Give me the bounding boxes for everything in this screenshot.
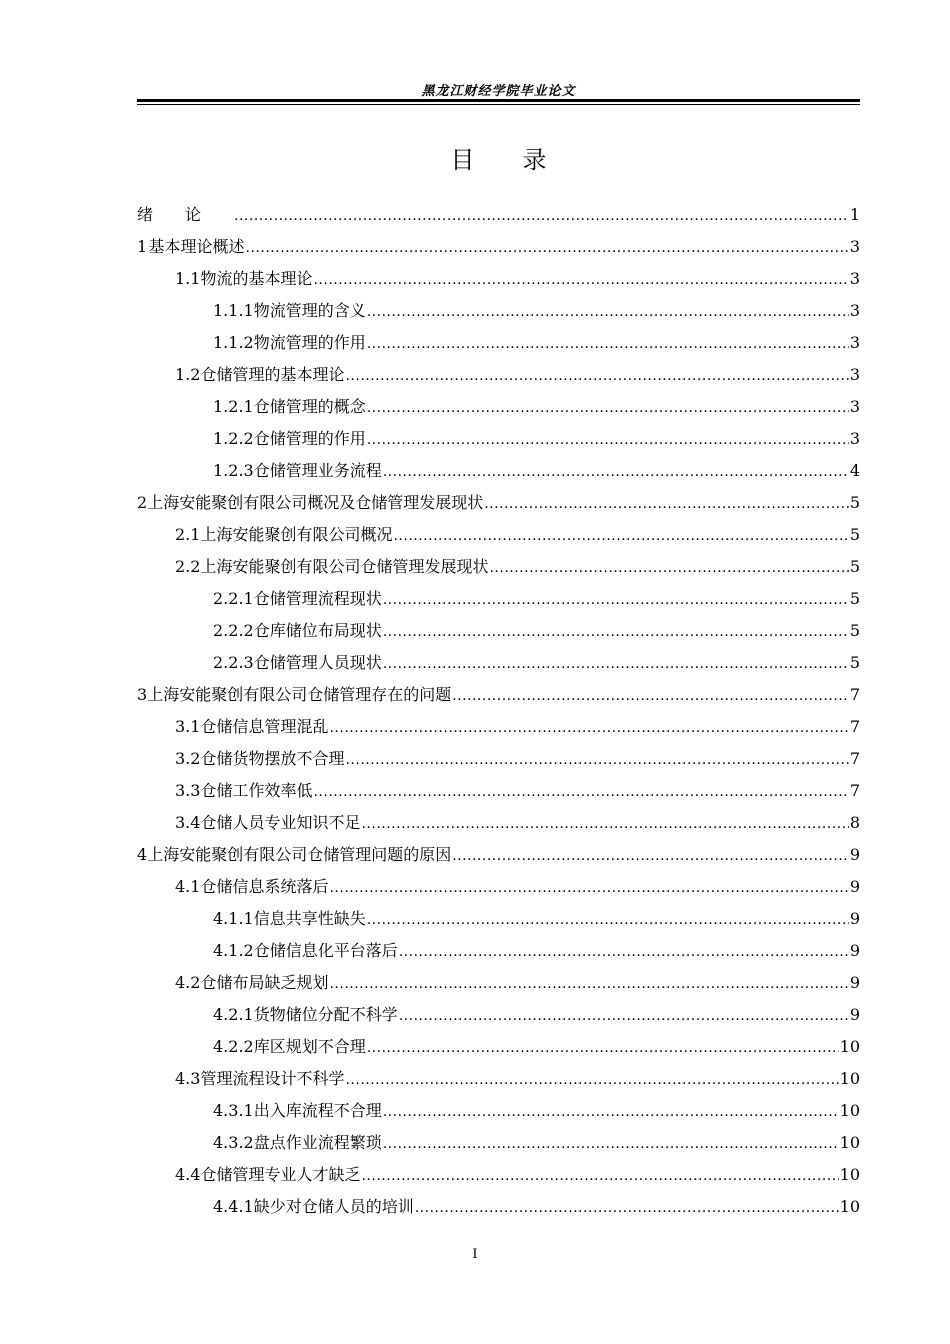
toc-entry[interactable] xyxy=(137,807,860,839)
toc-entry-number: 4.2.1 xyxy=(213,1005,254,1024)
toc-entry-title: 上海安能聚创有限公司仓储管理发展现状 xyxy=(200,557,489,576)
toc-entry-title: 仓储信息化平台落后 xyxy=(253,941,398,960)
toc-entry-page: 5 xyxy=(849,621,860,640)
toc-entry[interactable] xyxy=(137,295,860,327)
running-header-title: 黑龙江财经学院毕业论文 xyxy=(421,84,576,99)
toc-entry-number: 4.2 xyxy=(175,973,201,992)
toc-entry[interactable] xyxy=(137,1063,860,1095)
toc-entry-page: 10 xyxy=(839,1069,860,1088)
toc-entry[interactable] xyxy=(137,327,860,359)
toc-entry-title: 仓储管理的基本理论 xyxy=(200,365,345,384)
toc-entry-title: 仓储工作效率低 xyxy=(200,781,313,800)
toc-entry-title: 仓储人员专业知识不足 xyxy=(200,813,361,832)
toc-entry[interactable] xyxy=(137,615,860,647)
toc-entry[interactable] xyxy=(137,583,860,615)
toc-title: 目录 xyxy=(450,146,595,174)
toc-entry[interactable] xyxy=(137,519,860,551)
toc-entry[interactable] xyxy=(137,359,860,391)
toc-entry-page: 3 xyxy=(849,365,860,384)
dot-leader xyxy=(393,520,848,552)
toc-entry-page: 7 xyxy=(849,717,860,736)
dot-leader xyxy=(367,296,849,328)
toc-entry-title: 库区规划不合理 xyxy=(253,1037,366,1056)
toc-entry-number: 1.2.2 xyxy=(213,429,254,448)
toc-entry[interactable] xyxy=(137,1127,860,1159)
toc-entry-number: 4.1.1 xyxy=(213,909,254,928)
toc-entry-page: 5 xyxy=(849,589,860,608)
dot-leader xyxy=(383,648,849,680)
toc-entry-title: 绪论 xyxy=(137,205,234,224)
dot-leader xyxy=(367,328,849,360)
toc-entry-page: 10 xyxy=(839,1037,860,1056)
toc-entry-page: 3 xyxy=(849,269,860,288)
toc-entry-page: 7 xyxy=(849,781,860,800)
dot-leader xyxy=(383,1096,839,1128)
toc-entry-number: 1 xyxy=(137,237,148,256)
dot-leader xyxy=(329,872,848,904)
toc-entry-number: 4.1 xyxy=(175,877,201,896)
dot-leader xyxy=(329,712,848,744)
dot-leader xyxy=(361,808,848,840)
toc-entry-number: 2.2.3 xyxy=(213,653,254,672)
toc-entry-number: 2.2.1 xyxy=(213,589,254,608)
toc-entry-page: 3 xyxy=(849,301,860,320)
toc-entry-number: 1.1 xyxy=(175,269,201,288)
dot-leader xyxy=(367,424,849,456)
toc-entry[interactable] xyxy=(137,1031,860,1063)
toc-entry[interactable] xyxy=(137,967,860,999)
toc-entry-title: 盘点作业流程繁琐 xyxy=(253,1133,382,1152)
toc-entry-number: 3.1 xyxy=(175,717,201,736)
dot-leader xyxy=(367,1032,839,1064)
dot-leader xyxy=(383,584,849,616)
toc-entry-page: 3 xyxy=(849,429,860,448)
toc-entry-page: 5 xyxy=(849,525,860,544)
dot-leader xyxy=(489,552,848,584)
toc-entry-number: 1.2 xyxy=(175,365,201,384)
toc-entry-title: 上海安能聚创有限公司仓储管理问题的原因 xyxy=(147,845,452,864)
toc-entry-page: 9 xyxy=(849,941,860,960)
toc-entry[interactable] xyxy=(137,775,860,807)
toc-entry-page: 3 xyxy=(849,333,860,352)
toc-entry-page: 5 xyxy=(849,653,860,672)
toc-entry-number: 1.1.1 xyxy=(213,301,254,320)
toc-entry-title: 仓储货物摆放不合理 xyxy=(200,749,345,768)
toc-entry-title: 仓库储位布局现状 xyxy=(253,621,382,640)
dot-leader xyxy=(345,1064,838,1096)
toc-entry-title: 仓储管理专业人才缺乏 xyxy=(200,1165,361,1184)
toc-entry-number: 2.1 xyxy=(175,525,201,544)
toc-entry-page: 10 xyxy=(839,1133,860,1152)
toc-entry-title: 缺少对仓储人员的培训 xyxy=(253,1197,414,1216)
toc-entry[interactable] xyxy=(137,935,860,967)
toc-entry[interactable] xyxy=(137,871,860,903)
toc-entry-page: 8 xyxy=(849,813,860,832)
dot-leader xyxy=(383,456,849,488)
dot-leader xyxy=(234,200,849,232)
toc-entry-number: 4.3.1 xyxy=(213,1101,254,1120)
toc-entry-page: 5 xyxy=(849,557,860,576)
toc-entry-number: 2.2 xyxy=(175,557,201,576)
toc-entry-page: 7 xyxy=(849,685,860,704)
toc-entry-title: 仓储管理的概念 xyxy=(253,397,366,416)
table-of-contents xyxy=(137,199,860,1223)
toc-entry-title: 上海安能聚创有限公司概况及仓储管理发展现状 xyxy=(147,493,484,512)
toc-entry-title: 物流管理的含义 xyxy=(253,301,366,320)
toc-entry-title: 上海安能聚创有限公司概况 xyxy=(200,525,393,544)
toc-entry-page: 9 xyxy=(849,845,860,864)
toc-entry[interactable] xyxy=(137,1095,860,1127)
toc-entry[interactable] xyxy=(137,711,860,743)
toc-entry-number: 3.4 xyxy=(175,813,201,832)
dot-leader xyxy=(399,1000,849,1032)
toc-entry-title: 仓储管理业务流程 xyxy=(253,461,382,480)
toc-entry-title: 仓储管理人员现状 xyxy=(253,653,382,672)
toc-entry-number: 1.1.2 xyxy=(213,333,254,352)
header-rule-thick xyxy=(137,99,860,102)
toc-entry-title: 仓储信息系统落后 xyxy=(200,877,329,896)
toc-entry[interactable] xyxy=(137,199,860,231)
dot-leader xyxy=(367,392,849,424)
toc-entry-page: 10 xyxy=(839,1101,860,1120)
toc-entry[interactable] xyxy=(137,391,860,423)
toc-entry-number: 4.3.2 xyxy=(213,1133,254,1152)
toc-entry-title: 仓储布局缺乏规划 xyxy=(200,973,329,992)
dot-leader xyxy=(452,840,849,872)
dot-leader xyxy=(246,232,849,264)
toc-entry[interactable] xyxy=(137,903,860,935)
toc-entry[interactable] xyxy=(137,423,860,455)
toc-entry[interactable] xyxy=(137,551,860,583)
toc-entry[interactable] xyxy=(137,1159,860,1191)
toc-entry[interactable] xyxy=(137,679,860,711)
toc-entry-number: 3.2 xyxy=(175,749,201,768)
toc-entry-number: 3 xyxy=(137,685,148,704)
toc-entry-page: 9 xyxy=(849,877,860,896)
toc-entry-title: 仓储管理流程现状 xyxy=(253,589,382,608)
dot-leader xyxy=(345,360,848,392)
toc-entry-page: 9 xyxy=(849,909,860,928)
toc-entry-number: 4.4 xyxy=(175,1165,201,1184)
toc-entry-title: 货物储位分配不科学 xyxy=(253,1005,398,1024)
toc-entry-number: 2.2.2 xyxy=(213,621,254,640)
toc-entry-page: 5 xyxy=(849,493,860,512)
toc-entry-page: 10 xyxy=(839,1197,860,1216)
toc-entry-page: 9 xyxy=(849,1005,860,1024)
toc-entry-page: 3 xyxy=(849,397,860,416)
toc-entry[interactable] xyxy=(137,839,860,871)
toc-entry-title: 管理流程设计不科学 xyxy=(200,1069,345,1088)
dot-leader xyxy=(415,1192,839,1224)
toc-entry-number: 4 xyxy=(137,845,148,864)
dot-leader xyxy=(484,488,849,520)
toc-entry-number: 4.2.2 xyxy=(213,1037,254,1056)
toc-entry-title: 上海安能聚创有限公司仓储管理存在的问题 xyxy=(147,685,452,704)
toc-entry-page: 4 xyxy=(849,461,860,480)
dot-leader xyxy=(383,616,849,648)
header-rule-thin xyxy=(137,104,860,105)
toc-entry[interactable] xyxy=(137,263,860,295)
toc-entry[interactable] xyxy=(137,1191,860,1223)
dot-leader xyxy=(399,936,849,968)
toc-entry-number: 4.4.1 xyxy=(213,1197,254,1216)
dot-leader xyxy=(383,1128,839,1160)
page-number: I xyxy=(472,1247,478,1262)
toc-entry-number: 1.2.1 xyxy=(213,397,254,416)
toc-entry-title: 物流管理的作用 xyxy=(253,333,366,352)
toc-entry[interactable] xyxy=(137,647,860,679)
dot-leader xyxy=(361,1160,838,1192)
dot-leader xyxy=(367,904,849,936)
toc-entry-title: 物流的基本理论 xyxy=(200,269,313,288)
toc-entry-page: 7 xyxy=(849,749,860,768)
dot-leader xyxy=(313,776,848,808)
toc-entry-page: 9 xyxy=(849,973,860,992)
toc-entry-number: 4.1.2 xyxy=(213,941,254,960)
toc-entry[interactable] xyxy=(137,743,860,775)
toc-entry-number: 1.2.3 xyxy=(213,461,254,480)
toc-entry-number: 4.3 xyxy=(175,1069,201,1088)
toc-entry-page: 3 xyxy=(849,237,860,256)
dot-leader xyxy=(452,680,849,712)
toc-entry-number: 2 xyxy=(137,493,148,512)
toc-entry[interactable] xyxy=(137,231,860,263)
toc-entry[interactable] xyxy=(137,999,860,1031)
toc-entry-title: 仓储信息管理混乱 xyxy=(200,717,329,736)
toc-entry[interactable] xyxy=(137,487,860,519)
toc-entry-page: 10 xyxy=(839,1165,860,1184)
toc-entry-page: 1 xyxy=(849,205,860,224)
toc-entry[interactable] xyxy=(137,455,860,487)
toc-entry-title: 仓储管理的作用 xyxy=(253,429,366,448)
dot-leader xyxy=(345,744,848,776)
toc-entry-number: 3.3 xyxy=(175,781,201,800)
dot-leader xyxy=(329,968,848,1000)
toc-entry-title: 出入库流程不合理 xyxy=(253,1101,382,1120)
toc-entry-title: 基本理论概述 xyxy=(148,237,245,256)
dot-leader xyxy=(313,264,848,296)
toc-entry-title: 信息共享性缺失 xyxy=(253,909,366,928)
